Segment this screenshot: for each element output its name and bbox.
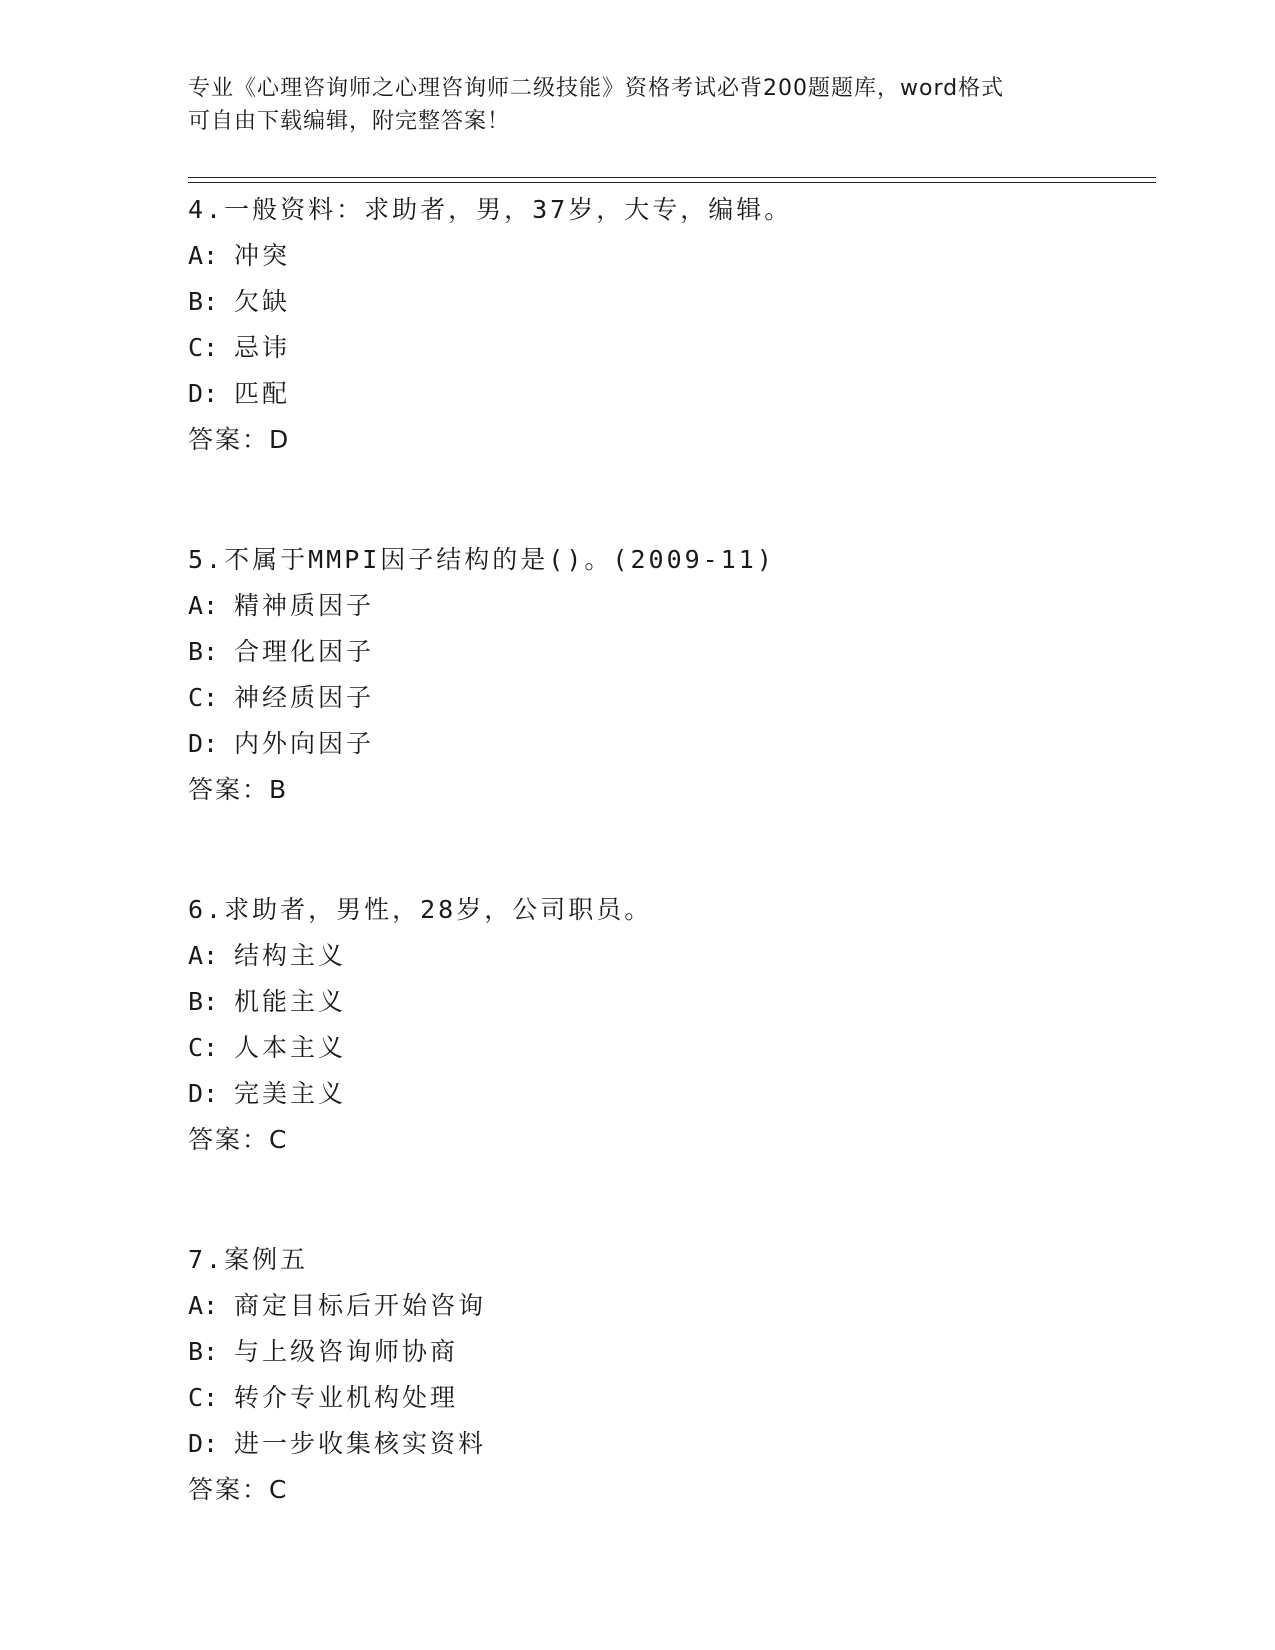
option-key: C: xyxy=(188,683,219,712)
header-divider-bottom xyxy=(188,182,1156,183)
option-key: A: xyxy=(188,1291,219,1320)
option-text: 与上级咨询师协商 xyxy=(234,1337,459,1366)
option-key: C: xyxy=(188,1033,219,1062)
option-b xyxy=(188,979,1148,1025)
question-stem: 5.不属于MMPI因子结构的是()。(2009-11) xyxy=(188,545,775,574)
option-text: 神经质因子 xyxy=(234,683,375,712)
option-key: A: xyxy=(188,591,219,620)
question-list xyxy=(188,187,1148,1587)
option-text: 冲突 xyxy=(234,241,291,270)
option-a xyxy=(188,933,1148,979)
header-divider-top xyxy=(188,177,1156,178)
option-key: C: xyxy=(188,333,219,362)
question-stem: 4.一般资料：求助者，男，37岁，大专，编辑。 xyxy=(188,195,793,224)
option-key: D: xyxy=(188,379,219,408)
option-d xyxy=(188,721,1148,767)
option-text: 结构主义 xyxy=(234,941,347,970)
option-key: D: xyxy=(188,1429,219,1458)
answer-line: 答案：C xyxy=(188,1475,289,1504)
option-key: B: xyxy=(188,1337,219,1366)
option-key: A: xyxy=(188,241,219,270)
option-d xyxy=(188,1421,1148,1467)
option-d xyxy=(188,371,1148,417)
document-header xyxy=(188,72,1068,138)
option-key: D: xyxy=(188,729,219,758)
option-text: 内外向因子 xyxy=(234,729,375,758)
option-c xyxy=(188,1025,1148,1071)
header-title-line-1: 专业《心理咨询师之心理咨询师二级技能》资格考试必背200题题库，word格式 xyxy=(188,76,1005,101)
option-a xyxy=(188,1283,1148,1329)
option-text: 欠缺 xyxy=(234,287,291,316)
question-4 xyxy=(188,187,1148,463)
option-text: 忌讳 xyxy=(234,333,291,362)
option-a xyxy=(188,583,1148,629)
option-key: B: xyxy=(188,987,219,1016)
question-stem: 7.案例五 xyxy=(188,1245,309,1274)
option-text: 完美主义 xyxy=(234,1079,347,1108)
answer-line: 答案：B xyxy=(188,775,289,804)
header-title-line-2: 可自由下载编辑，附完整答案！ xyxy=(188,109,511,134)
question-5 xyxy=(188,537,1148,813)
option-key: B: xyxy=(188,287,219,316)
question-6 xyxy=(188,887,1148,1163)
option-text: 合理化因子 xyxy=(234,637,375,666)
question-stem: 6.求助者，男性，28岁，公司职员。 xyxy=(188,895,653,924)
option-text: 机能主义 xyxy=(234,987,347,1016)
option-key: B: xyxy=(188,637,219,666)
answer-line: 答案：C xyxy=(188,1125,289,1154)
option-text: 进一步收集核实资料 xyxy=(234,1429,487,1458)
question-7 xyxy=(188,1237,1148,1513)
option-text: 精神质因子 xyxy=(234,591,375,620)
option-text: 商定目标后开始咨询 xyxy=(234,1291,487,1320)
option-b xyxy=(188,1329,1148,1375)
option-a xyxy=(188,233,1148,279)
option-d xyxy=(188,1071,1148,1117)
option-text: 匹配 xyxy=(234,379,291,408)
option-text: 转介专业机构处理 xyxy=(234,1383,459,1412)
option-key: D: xyxy=(188,1079,219,1108)
option-key: C: xyxy=(188,1383,219,1412)
option-c xyxy=(188,675,1148,721)
option-c xyxy=(188,1375,1148,1421)
option-key: A: xyxy=(188,941,219,970)
option-c xyxy=(188,325,1148,371)
option-b xyxy=(188,279,1148,325)
option-b xyxy=(188,629,1148,675)
option-text: 人本主义 xyxy=(234,1033,347,1062)
answer-line: 答案：D xyxy=(188,425,291,454)
